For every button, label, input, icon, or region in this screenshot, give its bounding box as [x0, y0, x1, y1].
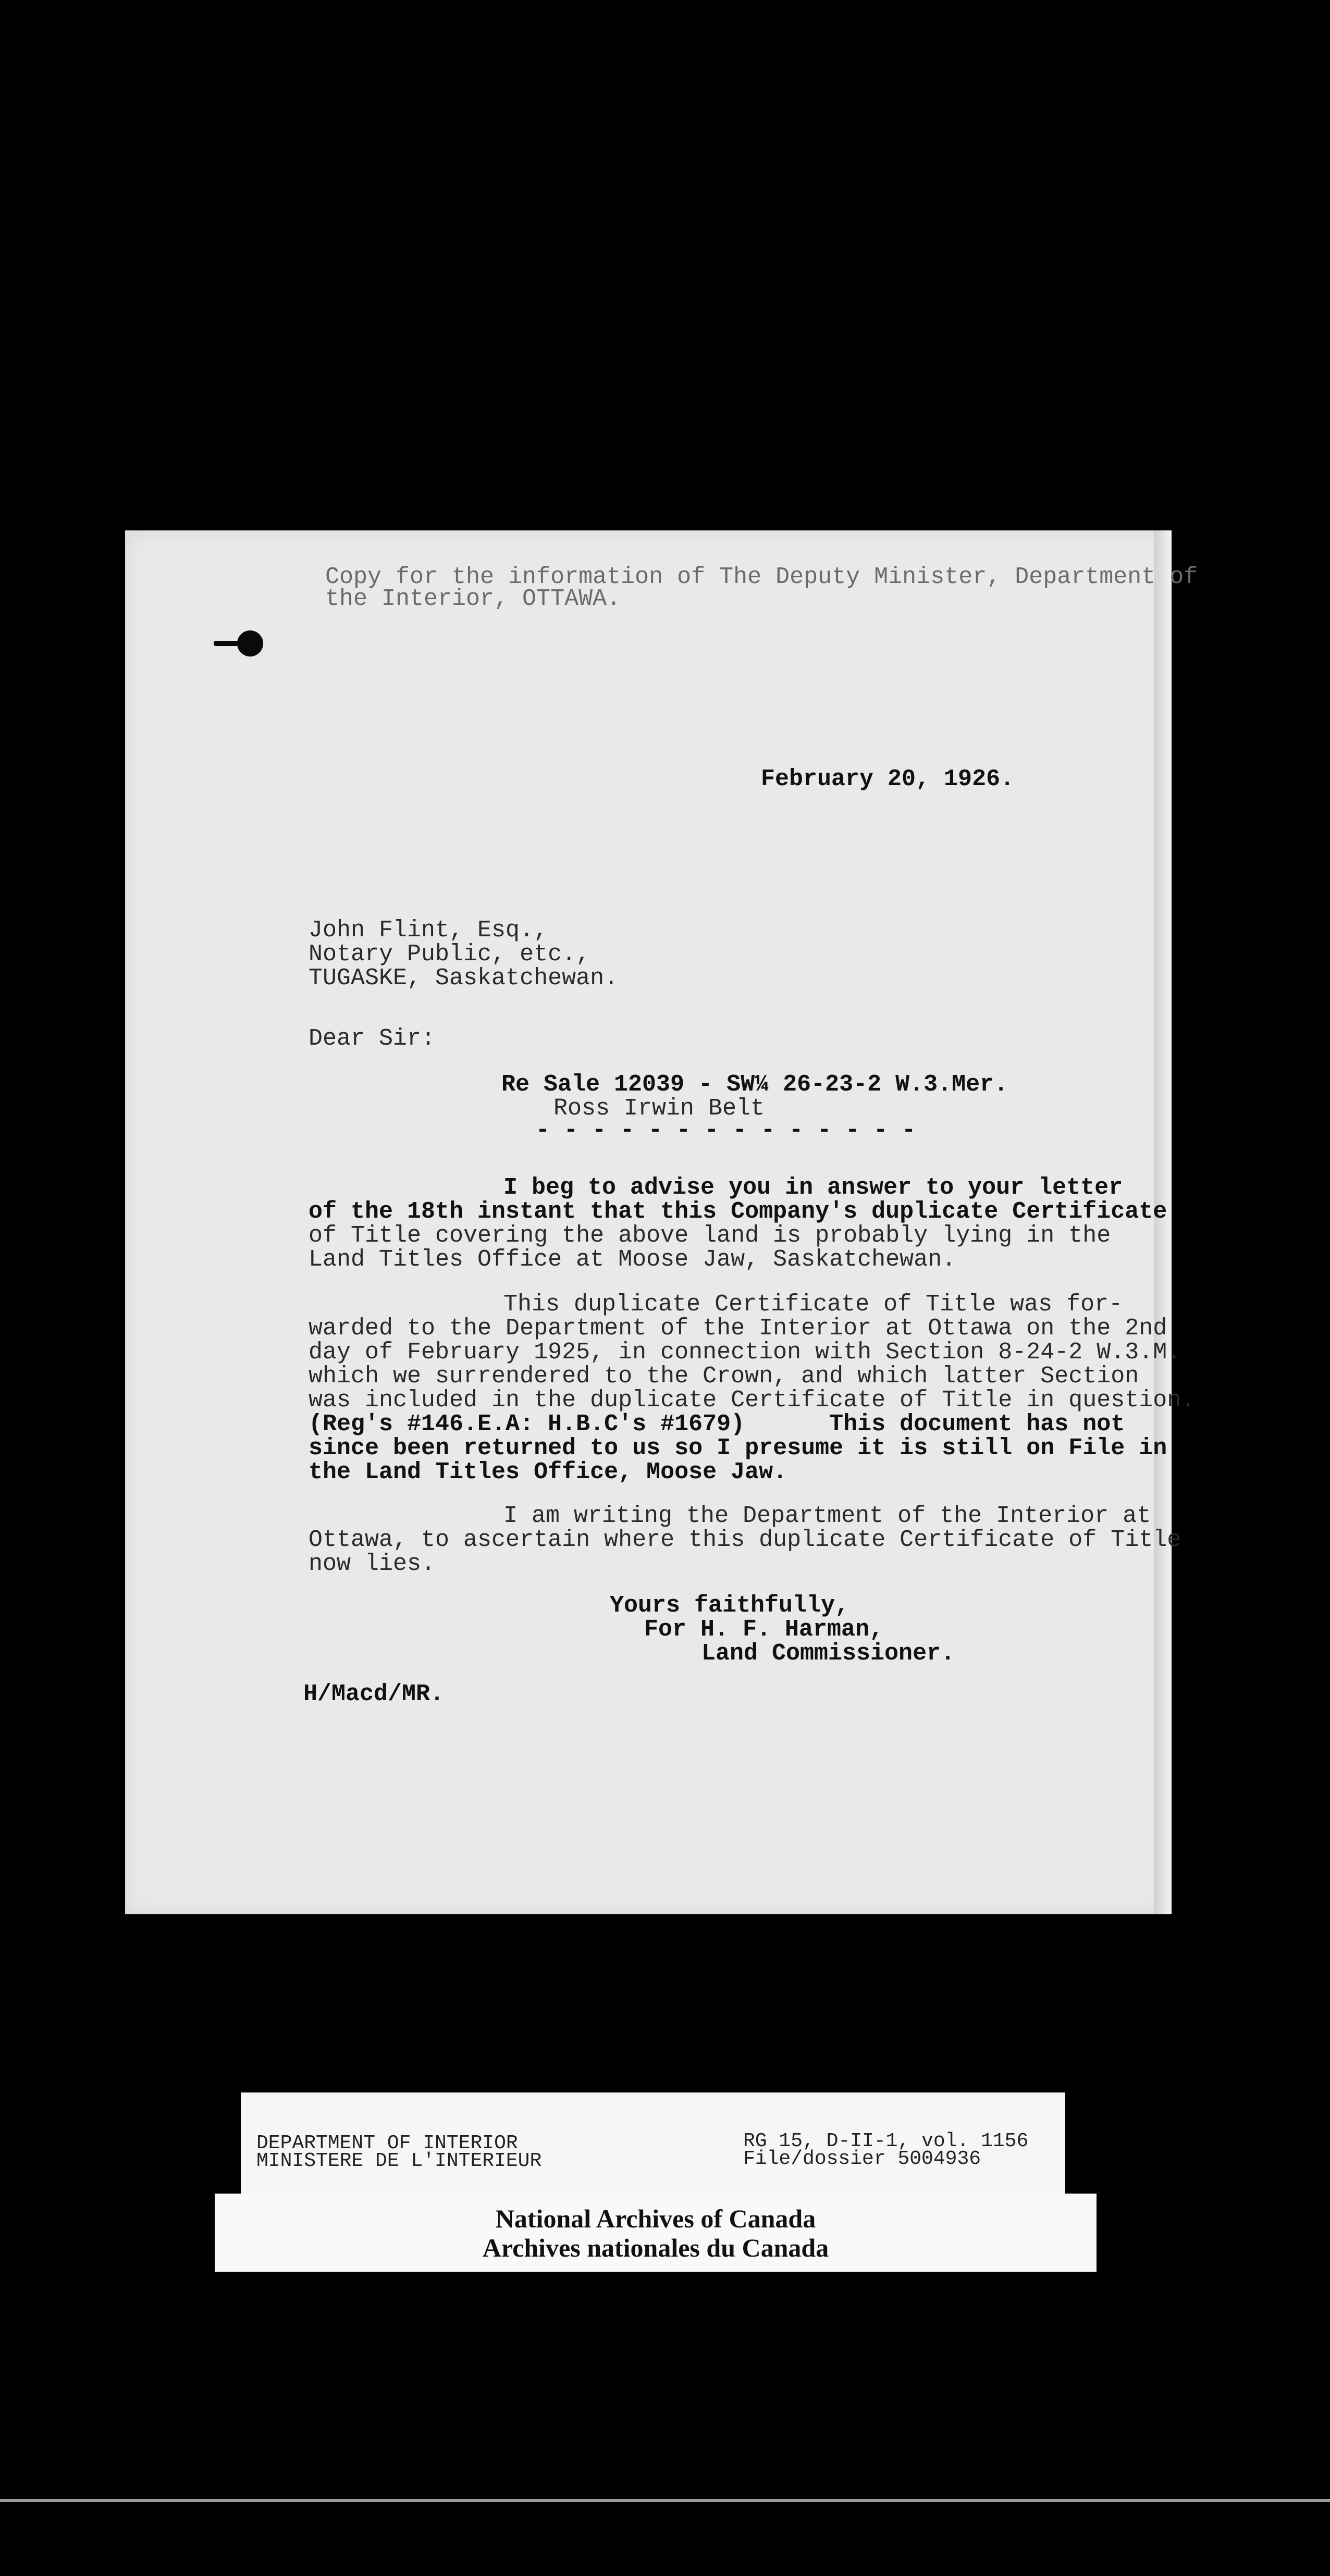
archives-name-french: Archives nationales du Canada	[482, 2233, 829, 2262]
para3-line-2: Ottawa, to ascertain where this duplicate Certificate of Title	[309, 1527, 1181, 1553]
archive-reference-label	[241, 2092, 1065, 2195]
para3-line-1: I am writing the Department of the Interior at	[503, 1503, 1151, 1529]
bottom-divider	[0, 2499, 1330, 2502]
closing-line-3: Land Commissioner.	[701, 1640, 955, 1667]
para2-line-8: the Land Titles Office, Moose Jaw.	[309, 1459, 787, 1485]
para1-line-4: Land Titles Office at Moose Jaw, Saskatchewan.	[309, 1246, 956, 1273]
closing-line-2: For H. F. Harman,	[644, 1616, 884, 1643]
para2-line-1: This duplicate Certificate of Title was for-	[503, 1291, 1123, 1318]
para2-line-7: since been returned to us so I presume it is still on File in	[309, 1435, 1167, 1462]
department-english: DEPARTMENT OF INTERIOR	[256, 2132, 518, 2154]
letter-date: February 20, 1926.	[761, 766, 1015, 792]
punch-hole	[237, 630, 263, 657]
subject-rule: - - - - - - - - - - - - - -	[536, 1117, 916, 1144]
record-group: RG 15, D-II-1, vol. 1156	[743, 2130, 1029, 2152]
archives-name-english: National Archives of Canada	[495, 2204, 816, 2233]
subject-line-1: Re Sale 12039 - SW¼ 26-23-2 W.3.Mer.	[501, 1071, 1008, 1098]
archives-banner	[215, 2194, 1097, 2272]
copy-note-line-2: the Interior, OTTAWA.	[325, 586, 621, 612]
para2-line-5: was included in the duplicate Certificate of Title in question.	[309, 1387, 1196, 1414]
para1-line-3: of Title covering the above land is probably lying in the	[309, 1222, 1111, 1249]
para2-line-3: day of February 1925, in connection with Section 8-24-2 W.3.M.	[309, 1339, 1181, 1366]
department-french: MINISTERE DE L'INTERIEUR	[256, 2150, 542, 2172]
letter-page	[125, 530, 1198, 1914]
para3-line-3: now lies.	[309, 1551, 436, 1577]
punch-hole-mark	[214, 641, 239, 646]
para1-line-2: of the 18th instant that this Company's duplicate Certificate	[309, 1198, 1167, 1225]
addressee-line-2: Notary Public, etc.,	[309, 941, 590, 968]
closing-line-1: Yours faithfully,	[610, 1592, 849, 1619]
para2-line-2: warded to the Department of the Interior at Ottawa on the 2nd	[309, 1315, 1167, 1342]
file-number: File/dossier 5004936	[743, 2148, 981, 2170]
subject-line-2: Ross Irwin Belt	[553, 1095, 765, 1122]
addressee-line-3: TUGASKE, Saskatchewan.	[309, 965, 619, 992]
addressee-line-1: John Flint, Esq.,	[309, 917, 548, 944]
para1-line-1: I beg to advise you in answer to your letter	[503, 1174, 1123, 1201]
salutation: Dear Sir:	[309, 1025, 436, 1052]
reference-initials: H/Macd/MR.	[303, 1681, 445, 1707]
para2-line-6: (Reg's #146.E.A: H.B.C's #1679) This document has not	[309, 1411, 1125, 1438]
copy-note-line-1: Copy for the information of The Deputy Minister, Department of	[325, 564, 1198, 590]
para2-line-4: which we surrendered to the Crown, and which latter Section	[309, 1363, 1139, 1390]
